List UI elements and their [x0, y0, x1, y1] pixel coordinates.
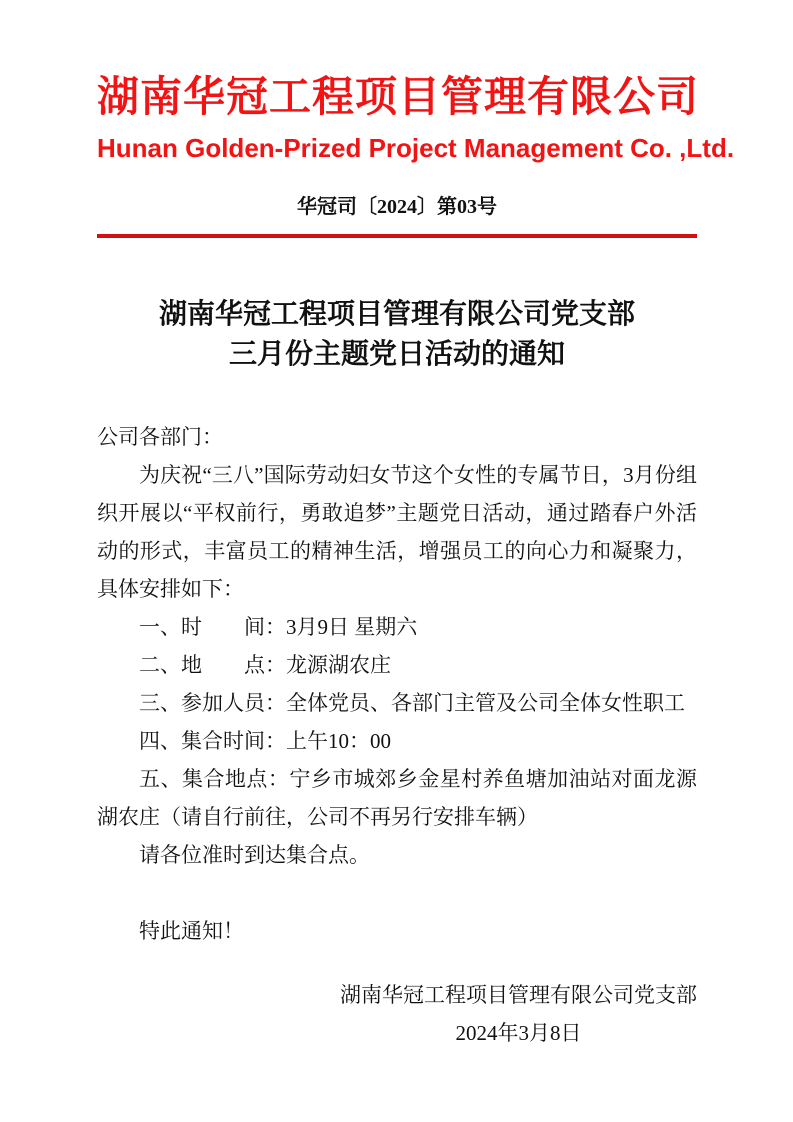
signature-block	[340, 976, 697, 1052]
signature-org: 湖南华冠工程项目管理有限公司党支部	[340, 983, 697, 1007]
notice-body	[97, 418, 697, 950]
list-item-place-label: 二、地 点：	[139, 653, 286, 677]
list-item-time	[97, 608, 697, 646]
list-item-meet-place	[97, 760, 697, 836]
intro-paragraph: 为庆祝“三八”国际劳动妇女节这个女性的专属节日，3月份组织开展以“平权前行，勇敢追梦”主题党日活动，通过踏春户外活动的形式，丰富员工的精神生活，增强员工的向心力和凝聚力，具体安排如下：	[97, 463, 697, 601]
notice-title-line1: 湖南华冠工程项目管理有限公司党支部	[158, 298, 635, 329]
letterhead	[97, 70, 735, 238]
list-item-place-value: 龙源湖农庄	[286, 653, 391, 677]
list-item-meet-time-label: 四、集合时间：	[139, 729, 286, 753]
red-divider-rule	[97, 234, 697, 238]
company-name-cn: 湖南华冠工程项目管理有限公司	[97, 73, 700, 120]
list-item-meet-time	[97, 722, 697, 760]
company-name-en: Hunan Golden-Prized Project Management Co. ,Ltd.	[97, 133, 735, 163]
list-item-meet-place-value: 宁乡市城郊乡金星村养鱼塘加油站对面龙源湖农庄（请自行前往，公司不再另行安排车辆）	[97, 767, 697, 829]
doc-number: 华冠司〔2024〕第03号	[297, 196, 497, 218]
list-item-meet-time-value: 上午10：00	[286, 729, 391, 753]
notice-title-line2: 三月份主题党日活动的通知	[228, 338, 565, 369]
list-item-meet-place-label: 五、集合地点：	[139, 767, 290, 791]
list-item-place	[97, 646, 697, 684]
signature-date: 2024年3月8日	[455, 1021, 582, 1045]
list-item-participants-value: 全体党员、各部门主管及公司全体女性职工	[286, 691, 685, 715]
closing-line: 特此通知！	[139, 919, 244, 943]
salutation: 公司各部门：	[97, 425, 223, 449]
list-item-participants-label: 三、参加人员：	[139, 691, 286, 715]
list-item-participants	[97, 684, 697, 722]
notice-title	[97, 294, 697, 374]
reminder-line: 请各位准时到达集合点。	[139, 843, 370, 867]
signature-area	[97, 976, 697, 1052]
list-item-time-value: 3月9日 星期六	[286, 615, 418, 639]
list-item-time-label: 一、时 间：	[139, 615, 286, 639]
